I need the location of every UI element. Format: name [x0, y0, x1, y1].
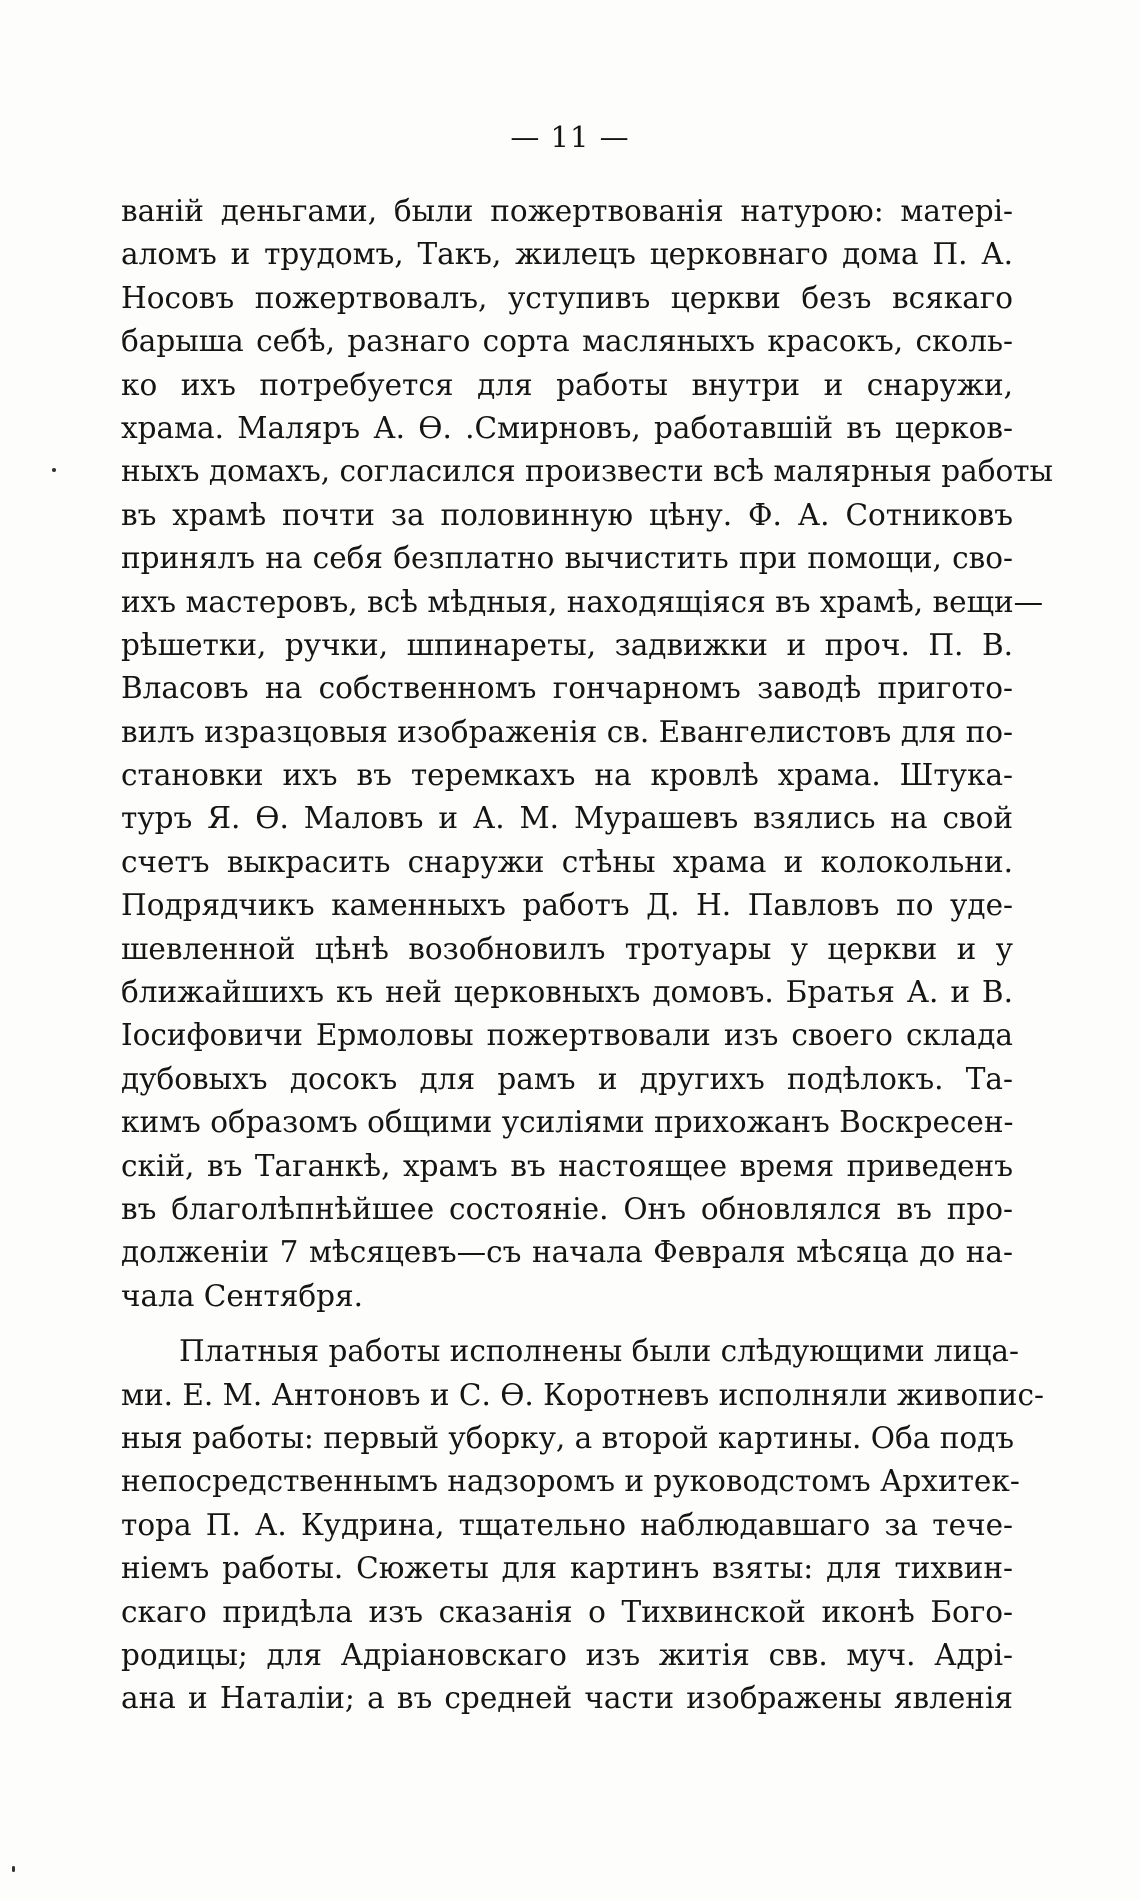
text-line: ана и Наталіи; а въ средней части изображены явленія [121, 1681, 1013, 1716]
text-line: Подрядчикъ каменныхъ работъ Д. Н. Павловъ по уде- [121, 888, 1013, 923]
text-line: дубовыхъ досокъ для рамъ и другихъ подѣлокъ. Та- [121, 1061, 1013, 1096]
text-line: ваній деньгами, были пожертвованія натурою: матері- [121, 194, 1013, 228]
print-speck [52, 468, 56, 472]
text-line: ныя работы: первый уборку, а второй картины. Оба подъ [121, 1420, 1015, 1455]
text-line: Іосифовичи Ермоловы пожертвовали изъ своего склада [121, 1018, 1013, 1053]
text-line: рѣшетки, ручки, шпинареты, задвижки и проч. П. В. [121, 627, 1013, 662]
text-line: въ благолѣпнѣйшее состояніе. Онъ обновлялся въ про- [121, 1191, 1013, 1226]
text-line: барыша себѣ, разнаго сорта масляныхъ красокъ, сколь- [121, 324, 1013, 359]
text-line: ныхъ домахъ, согласился произвести всѣ малярныя работы [121, 454, 1054, 489]
text-line: въ храмѣ почти за половинную цѣну. Ф. А. Сотниковъ [121, 497, 1013, 532]
print-speck [12, 1866, 15, 1872]
text-line: скій, въ Таганкѣ, храмъ въ настоящее время приведенъ [121, 1148, 1013, 1183]
text-line: аломъ и трудомъ, Такъ, жилецъ церковнаго дома П. А. [121, 237, 1013, 272]
text-line: принялъ на себя безплатно вычистить при помощи, сво- [121, 541, 1013, 576]
text-line: ко ихъ потребуется для работы внутри и снаружи, [121, 367, 1013, 402]
text-line: вилъ изразцовыя изображенія св. Евангелистовъ для по- [121, 714, 1013, 749]
text-line: ближайшихъ къ ней церковныхъ домовъ. Братья А. и В. [121, 975, 1013, 1010]
page-number: — 11 — [510, 120, 630, 154]
text-line: Власовъ на собственномъ гончарномъ заводѣ пригото- [121, 671, 1013, 706]
paragraph-1 [121, 190, 1054, 1318]
text-line: тора П. А. Кудрина, тщательно наблюдавшаго за тече- [121, 1507, 1013, 1542]
text-line: скаго придѣла изъ сказанія о Тихвинской иконѣ Бого- [121, 1594, 1013, 1629]
text-line: долженіи 7 мѣсяцевъ—съ начала Февраля мѣсяца до на- [121, 1235, 1013, 1270]
text-line: родицы; для Адріановскаго изъ житія свв. муч. Адрі- [121, 1637, 1013, 1672]
text-line: ми. Е. М. Антоновъ и С. Ѳ. Коротневъ исполняли живопис- [121, 1377, 1044, 1412]
text-line: становки ихъ въ теремкахъ на кровлѣ храма. Штука- [121, 758, 1013, 793]
text-line: храма. Маляръ А. Ѳ. .Смирновъ, работавшій въ церков- [121, 410, 1013, 445]
text-line: Платныя работы исполнены были слѣдующими лица- [179, 1334, 1019, 1369]
body-text [121, 190, 1054, 1721]
text-line: ихъ мастеровъ, всѣ мѣдныя, находящіяся въ храмѣ, вещи— [121, 584, 1044, 619]
text-line: туръ Я. Ѳ. Маловъ и А. М. Мурашевъ взялись на свой [121, 801, 1013, 836]
text-line: Носовъ пожертвовалъ, уступивъ церкви безъ всякаго [121, 280, 1013, 315]
text-line: шевленной цѣнѣ возобновилъ тротуары у церкви и у [121, 931, 1013, 966]
text-line: чала Сентября. [121, 1278, 364, 1313]
text-line: ніемъ работы. Сюжеты для картинъ взяты: для тихвин- [121, 1551, 1013, 1586]
text-line: счетъ выкрасить снаружи стѣны храма и колокольни. [121, 844, 1013, 879]
text-line: кимъ образомъ общими усиліями прихожанъ Воскресен- [121, 1105, 1014, 1140]
paragraph-2 [121, 1330, 1044, 1721]
paragraph-gap [121, 1318, 1013, 1330]
text-line: непосредственнымъ надзоромъ и руководстомъ Архитек- [121, 1464, 1020, 1499]
